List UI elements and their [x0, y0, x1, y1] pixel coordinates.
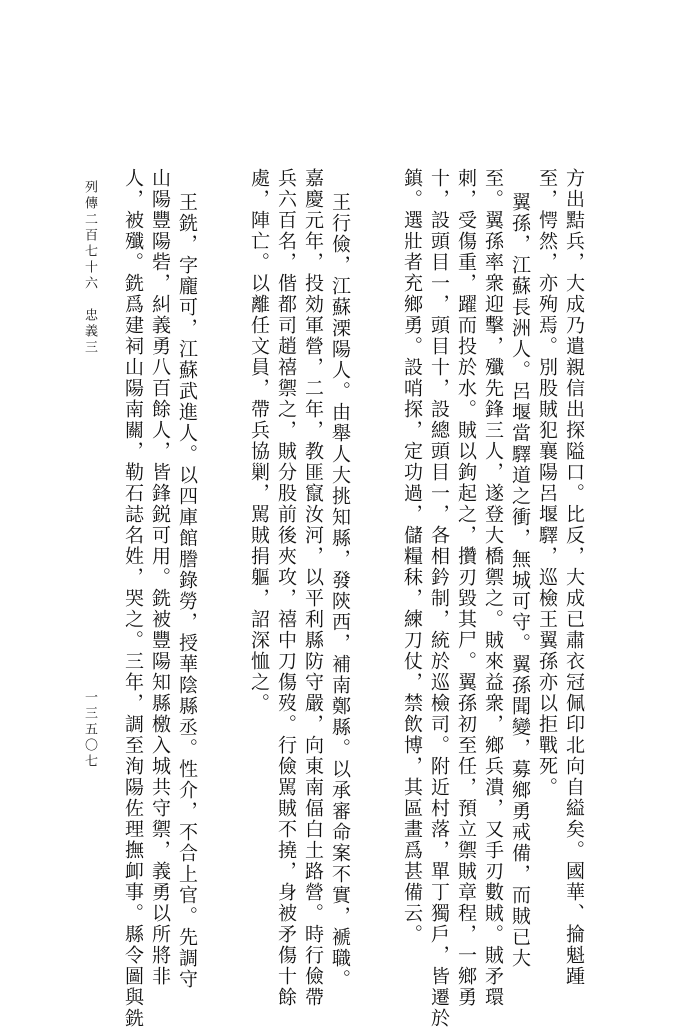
text-column-9: 嘉慶元年，投効軍營，二年，教匪竄汝河，以平利縣防守嚴，向東南偪白土路營。時行儉帶	[302, 168, 324, 1008]
text-column-4: 至。翼孫率衆迎擊，殲先鋒三人，遂登大橋禦之。賊來益衆，鄉兵潰，又手刃數賊。賊矛環	[482, 168, 504, 1008]
text-column-13: 山陽豐陽砦，糾義勇八百餘人，皆鋒鋭可用。銑被豐陽知縣檄入城共守禦，義勇以所將非	[149, 168, 171, 987]
text-column-8: 王行儉，江蘇溧陽人。由舉人大挑知縣，發陝西，補南鄭縣。以承審命案不實，褫職。	[329, 192, 351, 990]
page-number: 一三五〇七	[82, 690, 97, 770]
text-column-14: 人，被殲。銑爲建祠山陽南關，勒石誌名姓，哭之。三年，調至洵陽佐理撫卹事。縣令圖與銑	[122, 168, 144, 1029]
text-column-11: 處，陣亡。以離任文員，帶兵協剿，駡賊捐軀，詔深恤之。	[248, 168, 270, 714]
text-column-7: 鎮。選壯者充鄉勇。設哨探，定功過，儲糧秣，練刀仗，禁飲博，其區畫爲甚備云。	[401, 168, 423, 945]
running-header: 列傳二百七十六 忠義三	[82, 180, 97, 356]
text-column-3: 翼孫，江蘇長洲人。呂堰當驛道之衝，無城可守。翼孫聞變，募鄉勇戒備，而賊已大	[509, 192, 531, 969]
text-column-2: 至，愕然，亦殉焉。別股賊犯襄陽呂堰驛，巡檢王翼孫亦以拒戰死。	[536, 168, 558, 798]
text-column-10: 兵六百名，偕都司趙禧禦之，賊分股前後夾攻，禧中刀傷歿。行儉駡賊不撓，身被矛傷十餘	[275, 168, 297, 1008]
text-column-1: 方出黠兵，大成乃遣親信出探隘口。比反，大成已肅衣冠佩印北向自縊矣。國華、掄魁踵	[563, 168, 585, 987]
text-column-6: 十，設頭目一，頭目十，設總頭目一，各相鈐制，統於巡檢司。附近村落，單丁獨戶，皆遷於	[428, 168, 450, 1029]
text-column-5: 刺，受傷重，躍而投於水。賊以鉤起之，攢刃毀其尸。翼孫初至任，預立禦賊章程，一鄉勇	[455, 168, 477, 1008]
text-column-12: 王銑，字龐可，江蘇武進人。以四庫館謄錄勞，授華陰縣丞。性介，不合上官。先調守	[176, 192, 198, 990]
